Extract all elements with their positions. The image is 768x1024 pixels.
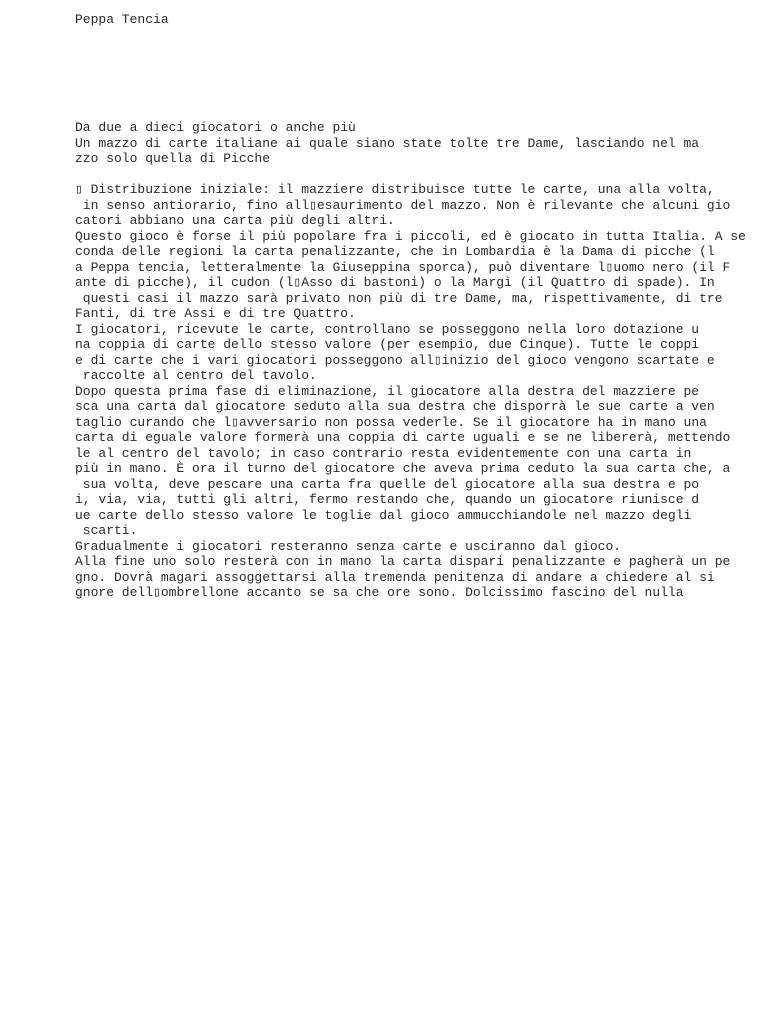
body-line: conda delle regioni la carta penalizzante, che in Lombardia è la Dama di picche (l — [75, 244, 715, 259]
document-body — [75, 120, 746, 601]
body-line: Questo gioco è forse il più popolare fra i piccoli, ed è giocato in tutta Italia. A se — [75, 228, 746, 244]
body-line: più in mano. È ora il turno del giocatore che aveva prima ceduto la sua carta che, a — [75, 461, 731, 476]
body-line: taglio curando che l▯avversario non possa vederle. Se il giocatore ha in mano una — [75, 414, 707, 430]
document-header-author: Peppa Tencia — [75, 12, 169, 27]
body-line: a Peppa tencia, letteralmente la Giuseppina sporca), può diventare l▯uomo nero (il F — [75, 259, 731, 275]
body-line: ue carte dello stesso valore le toglie dal gioco ammucchiandole nel mazzo degli — [75, 507, 692, 523]
body-line: Gradualmente i giocatori resteranno senza carte e usciranno dal gioco. — [75, 538, 622, 554]
body-line: e di carte che i vari giocatori posseggono all▯inizio del gioco vengono scartate e — [75, 352, 715, 368]
body-line: Un mazzo di carte italiane ai quale siano state tolte tre Dame, lasciando nel ma — [75, 135, 700, 151]
body-line: le al centro del tavolo; in caso contrario resta evidentemente con una carta in — [75, 445, 692, 461]
body-line: i, via, via, tutti gli altri, fermo restando che, quando un giocatore riunisce d — [75, 492, 700, 507]
body-line: Fanti, di tre Assi e di tre Quattro. — [75, 306, 356, 321]
body-line: scarti. — [75, 523, 138, 538]
body-line: ▯ Distribuzione iniziale: il mazziere distribuisce tutte le carte, una alla volta, — [75, 182, 715, 197]
body-line: gnore dell▯ombrellone accanto se sa che ore sono. Dolcissimo fascino del nulla — [75, 585, 684, 600]
body-line: raccolte al centro del tavolo. — [75, 368, 317, 383]
body-line: ante di picche), il cudon (l▯Asso di bastoni) o la Margì (il Quattro di spade). In — [75, 275, 715, 290]
body-line: Dopo questa prima fase di eliminazione, il giocatore alla destra del mazziere pe — [75, 383, 700, 399]
body-line: in senso antiorario, fino all▯esaurimento del mazzo. Non è rilevante che alcuni gio — [75, 197, 731, 213]
body-line: gno. Dovrà magari assoggettarsi alla tremenda penitenza di andare a chiedere al si — [75, 569, 715, 585]
body-line: Alla fine uno solo resterà con in mano la carta dispari penalizzante e pagherà un pe — [75, 554, 731, 569]
body-line — [75, 167, 746, 183]
body-line: I giocatori, ricevute le carte, controllano se posseggono nella loro dotazione u — [75, 321, 700, 337]
body-line: sca una carta dal giocatore seduto alla sua destra che disporrà le sue carte a ven — [75, 399, 715, 414]
body-line: zzo solo quella di Picche — [75, 151, 271, 166]
body-line: na coppia di carte dello stesso valore (per esempio, due Cinque). Tutte le coppi — [75, 337, 700, 352]
body-line: carta di eguale valore formerà una coppia di carte uguali e se ne libererà, mettendo — [75, 430, 731, 445]
body-line: questi casi il mazzo sarà privato non più di tre Dame, ma, rispettivamente, di tre — [75, 290, 723, 306]
body-line: sua volta, deve pescare una carta fra quelle del giocatore alla sua destra e po — [75, 476, 700, 492]
body-line: catori abbiano una carta più degli altri. — [75, 213, 395, 228]
body-line: Da due a dieci giocatori o anche più — [75, 120, 356, 135]
